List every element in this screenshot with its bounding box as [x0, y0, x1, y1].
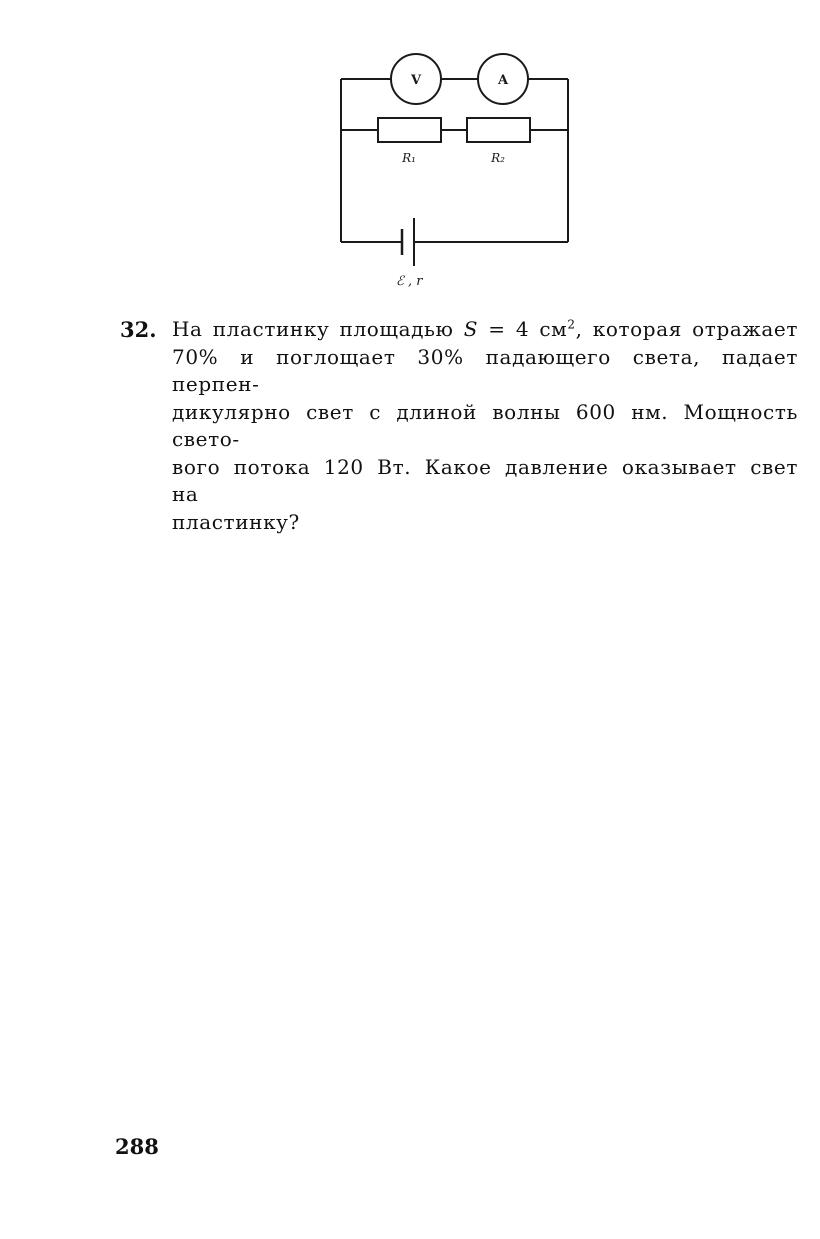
circuit-diagram — [0, 0, 820, 300]
problem-number: 32. — [120, 317, 157, 342]
source-label: ℰ , r — [396, 274, 423, 289]
exponent: 2 — [567, 317, 576, 332]
problem-line-1 — [172, 316, 798, 344]
variable-s: S — [463, 317, 479, 341]
problem-line-4: вого потока 120 Вт. Какое давление оказывает свет на — [172, 454, 798, 506]
page-number: 288 — [115, 1134, 159, 1159]
ammeter-label: A — [497, 73, 509, 88]
problem-line-2: 70% и поглощает 30% падающего света, падает перпен- — [172, 344, 798, 396]
text-part-3: , которая отражает — [575, 317, 798, 341]
ammeter — [478, 54, 528, 104]
resistor-r2-label: R₂ — [491, 151, 505, 165]
voltmeter — [391, 54, 441, 104]
resistor-r2 — [467, 118, 530, 142]
voltmeter-label: V — [410, 73, 422, 88]
problem-text — [172, 316, 798, 536]
resistor-r1-label: R₁ — [402, 151, 416, 165]
resistor-r1 — [378, 118, 441, 142]
problem-line-5: пластинку? — [172, 509, 300, 534]
text-part-2: = 4 см — [478, 317, 568, 341]
problem-line-3: дикулярно свет с длиной волны 600 нм. Мощность свето- — [172, 399, 798, 451]
text-part-1: На пластинку площадью — [172, 317, 464, 341]
